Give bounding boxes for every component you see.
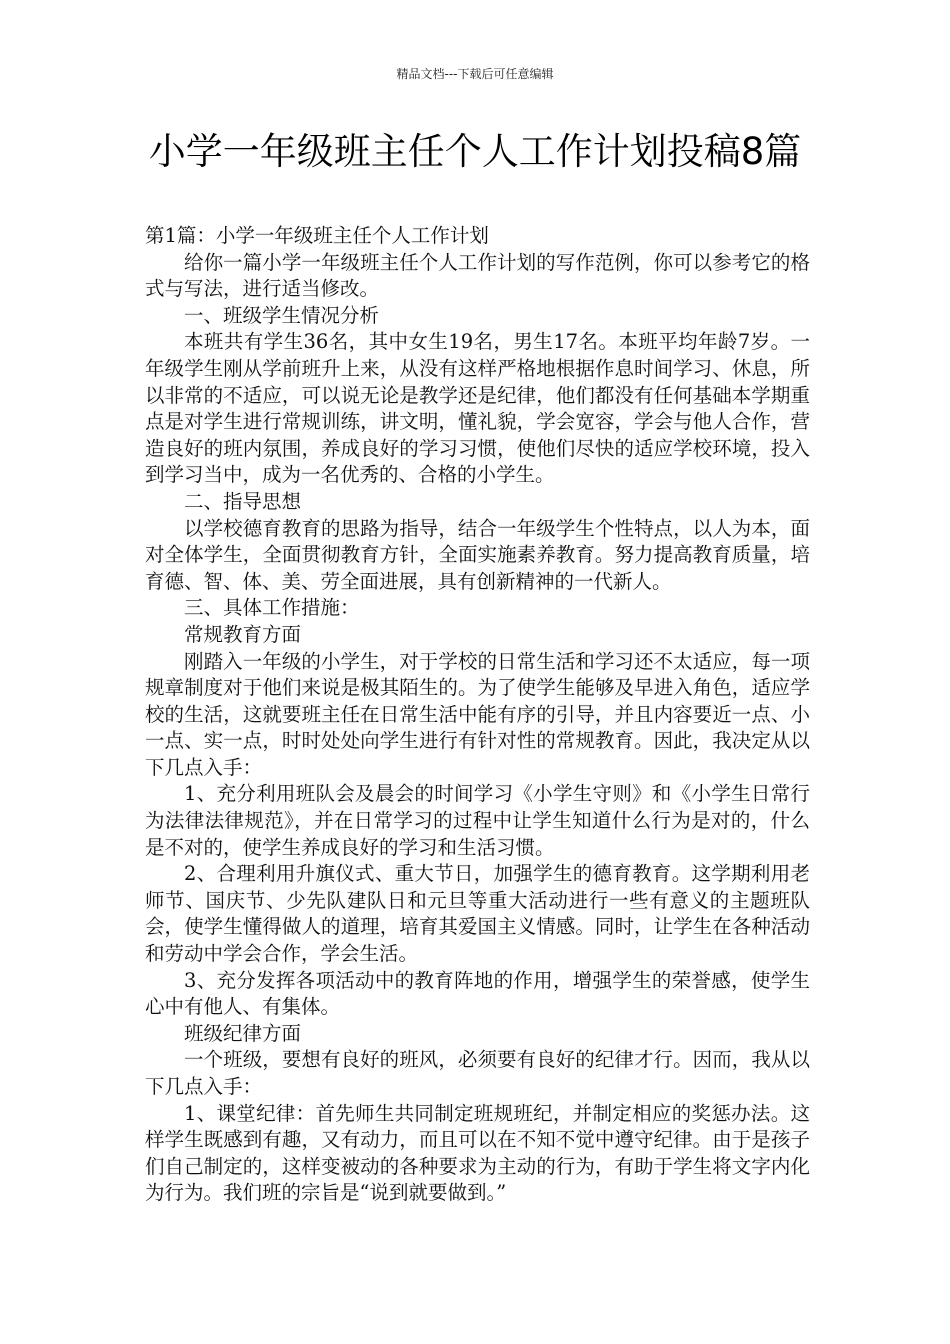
paragraph-routine-point-2: 2、合理利用升旗仪式、重大节日，加强学生的德育教育。这学期利用老师节、国庆节、少先队建队日和元旦等重大活动进行一些有意义的主题班队会，使学生懂得做人的道理，培育其爱国主义情感。同时，让学生在各种活动和劳动中学会合作，学会生活。	[145, 862, 810, 966]
document-body	[145, 223, 810, 1207]
section-heading-class-analysis: 一、班级学生情况分析	[184, 303, 380, 327]
paragraph-routine-point-3: 3、充分发挥各项活动中的教育阵地的作用，增强学生的荣誉感，使学生心中有他人、有集体。	[145, 968, 810, 1019]
intro-paragraph: 给你一篇小学一年级班主任个人工作计划的写作范例，你可以参考它的格式与写法，进行适当修改。	[145, 250, 810, 301]
header-note: 精品文档---下载后可任意编辑	[396, 67, 554, 81]
document-title: 小学一年级班主任个人工作计划投稿8篇	[148, 130, 802, 173]
part-heading: 第1篇：小学一年级班主任个人工作计划	[145, 224, 489, 247]
section-heading-guiding-ideas: 二、指导思想	[184, 489, 302, 513]
paragraph-routine-education: 刚踏入一年级的小学生，对于学校的日常生活和学习还不太适应，每一项规章制度对于他们来说是极其陌生的。为了使学生能够及早进入角色，适应学校的生活，这就要班主任在日常生活中能有序的引导，并且内容要近一点、小一点、实一点，时时处处向学生进行有针对性的常规教育。因此，我决定从以下几点入手：	[145, 649, 810, 779]
paragraph-routine-point-1: 1、充分利用班队会及晨会的时间学习《小学生守则》和《小学生日常行为法律法律规范》，并在日常学习的过程中让学生知道什么行为是对的，什么是不对的，使学生养成良好的学习和生活习惯。	[145, 782, 810, 859]
paragraph-class-analysis: 本班共有学生36名，其中女生19名，男生17名。本班平均年龄7岁。一年级学生刚从学前班升上来，从没有这样严格地根据作息时间学习、休息，所以非常的不适应，可以说无论是教学还是纪律，他们都没有任何基础本学期重点是对学生进行常规训练，讲文明，懂礼貌，学会宽容，学会与他人合作，营造良好的班内氛围，养成良好的学习习惯，使他们尽快的适应学校环境，投入到学习当中，成为一名优秀的、合格的小学生。	[145, 330, 810, 487]
subheading-routine-education: 常规教育方面	[184, 622, 302, 646]
paragraph-class-discipline: 一个班级，要想有良好的班风，必须要有良好的纪律才行。因而，我从以下几点入手：	[145, 1048, 810, 1098]
subheading-class-discipline: 班级纪律方面	[184, 1021, 302, 1045]
paragraph-discipline-point-1: 1、课堂纪律：首先师生共同制定班规班纪，并制定相应的奖惩办法。这样学生既感到有趣，又有动力，而且可以在不知不觉中遵守纪律。由于是孩子们自己制定的，这样变被动的各种要求为主动的行为，有助于学生将文字内化为行为。我们班的宗旨是“说到就要做到。”	[145, 1101, 810, 1205]
paragraph-guiding-ideas: 以学校德育教育的思路为指导，结合一年级学生个性特点，以人为本，面对全体学生，全面贯彻教育方针，全面实施素养教育。努力提高教育质量，培育德、智、体、美、劳全面进展，具有创新精神的一代新人。	[145, 516, 810, 593]
section-heading-measures: 三、具体工作措施：	[184, 596, 360, 620]
